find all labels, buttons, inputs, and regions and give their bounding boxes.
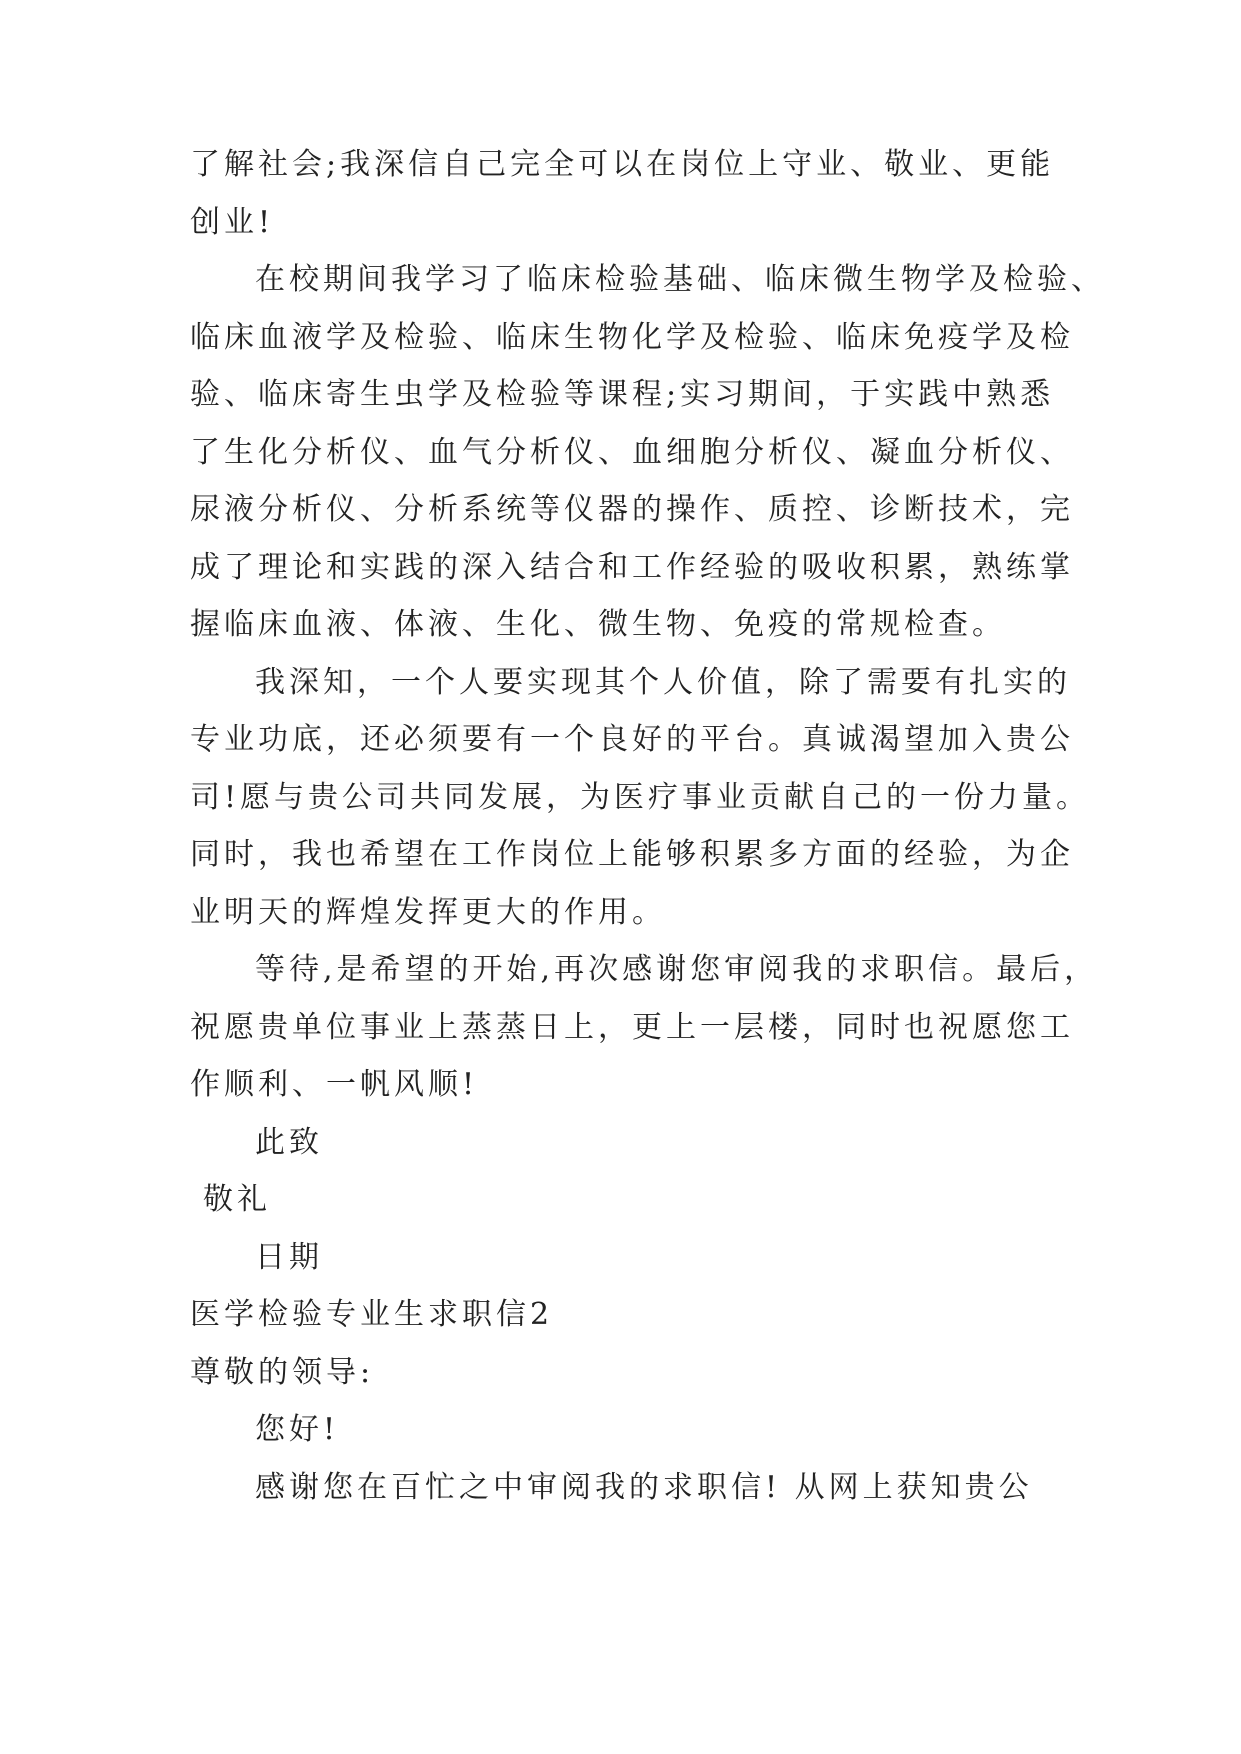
paragraph-start-line: 在校期间我学习了临床检验基础、临床微生物学及检验、	[255, 262, 1105, 297]
text-line: 尿液分析仪、分析系统等仪器的操作、质控、诊断技术，完	[190, 492, 1074, 527]
text-line: 业明天的辉煌发挥更大的作用。	[190, 895, 666, 930]
text-line: 专业功底，还必须要有一个良好的平台。真诚渴望加入贵公	[190, 722, 1074, 757]
text-line: 临床血液学及检验、临床生物化学及检验、临床免疫学及检	[190, 320, 1074, 355]
text-line: 成了理论和实践的深入结合和工作经验的吸收积累，熟练掌	[190, 550, 1074, 585]
text-line: 创业!	[190, 205, 275, 240]
date-label: 日期	[255, 1240, 323, 1275]
paragraph-start-line: 我深知，一个人要实现其个人价值，除了需要有扎实的	[255, 665, 1071, 700]
text-line: 了解社会;我深信自己完全可以在岗位上守业、敬业、更能	[190, 147, 1055, 182]
text-line: 作顺利、一帆风顺!	[190, 1067, 479, 1102]
text-line: 司!愿与贵公司共同发展，为医疗事业贡献自己的一份力量。	[190, 780, 1091, 815]
greeting: 尊敬的领导:	[190, 1355, 375, 1390]
text-line: 了生化分析仪、血气分析仪、血细胞分析仪、凝血分析仪、	[190, 435, 1074, 470]
closing-salutation: 此致	[255, 1125, 323, 1160]
text-line: 祝愿贵单位事业上蒸蒸日上，更上一层楼，同时也祝愿您工	[190, 1010, 1074, 1045]
letter-title: 医学检验专业生求职信2	[190, 1297, 554, 1332]
closing-regards: 敬礼	[203, 1182, 271, 1217]
paragraph-start-line: 等待,是希望的开始,再次感谢您审阅我的求职信。最后，	[255, 952, 1099, 987]
paragraph-start-line: 感谢您在百忙之中审阅我的求职信! 从网上获知贵公	[255, 1470, 1033, 1505]
text-line: 同时，我也希望在工作岗位上能够积累多方面的经验，为企	[190, 837, 1074, 872]
text-line: 验、临床寄生虫学及检验等课程;实习期间，于实践中熟悉	[190, 377, 1055, 412]
greeting-hello: 您好!	[255, 1412, 340, 1447]
text-line: 握临床血液、体液、生化、微生物、免疫的常规检查。	[190, 607, 1006, 642]
